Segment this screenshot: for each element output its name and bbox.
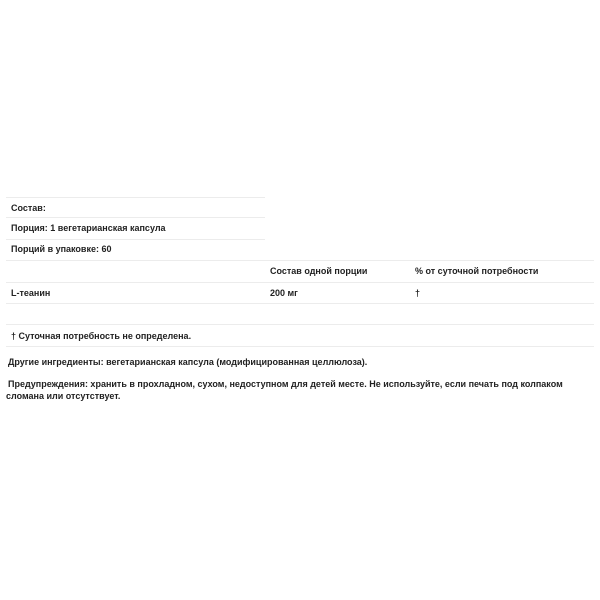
other-ingredients: Другие ингредиенты: вегетарианская капсула (модифицированная целлюлоза). [8, 357, 368, 367]
ingredient-name: L-теанин [11, 288, 51, 298]
divider [6, 197, 265, 198]
footnote: † Суточная потребность не определена. [11, 331, 192, 341]
divider [6, 239, 265, 240]
divider [6, 217, 265, 218]
divider [6, 260, 594, 261]
divider [6, 303, 594, 304]
serving-size: Порция: 1 вегетарианская капсула [11, 223, 166, 233]
ingredient-dv: † [415, 288, 421, 298]
servings-per-container: Порций в упаковке: 60 [11, 244, 112, 254]
table-title: Состав: [11, 203, 46, 213]
divider [6, 324, 594, 325]
ingredient-amount: 200 мг [270, 288, 298, 298]
header-daily-value: % от суточной потребности [415, 266, 539, 276]
divider [6, 346, 594, 347]
header-amount: Состав одной порции [270, 266, 368, 276]
divider [6, 282, 594, 283]
warnings: Предупреждения: хранить в прохладном, сухом, недоступном для детей месте. Не используйте, если печать под колпаком сломана или отсутствует. [6, 379, 563, 401]
